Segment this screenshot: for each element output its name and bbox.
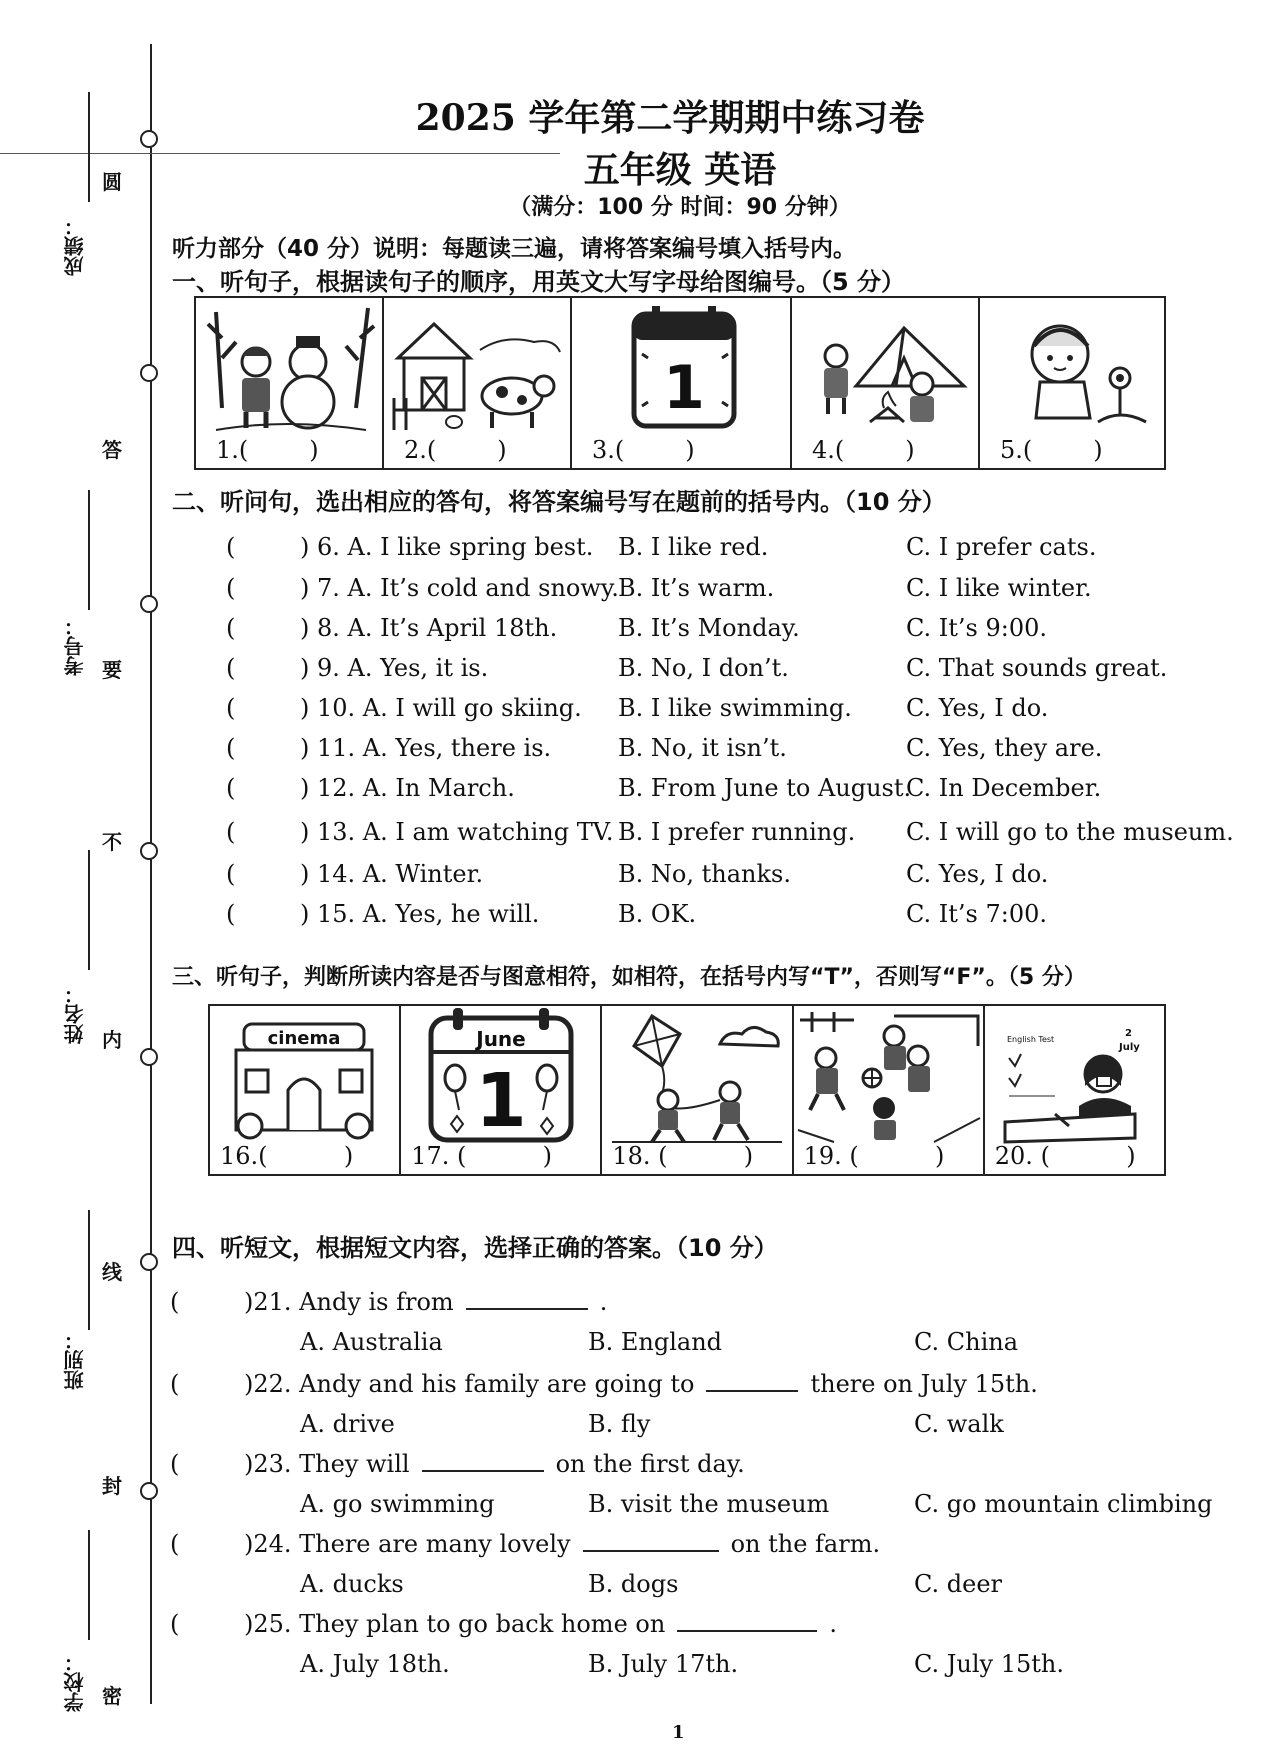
picture-number[interactable]: 18. ( ): [612, 1142, 754, 1170]
seal-char: 不: [102, 830, 122, 854]
binding-hole: [140, 595, 158, 613]
binding-hole: [140, 1253, 158, 1271]
name-label: 姓名：: [63, 984, 87, 1044]
question-text-end: on the farm.: [730, 1530, 881, 1558]
option-b: B. fly: [588, 1410, 651, 1438]
question-option-b: B. No, I don’t.: [618, 654, 789, 682]
cinema-sign: cinema: [267, 1028, 341, 1049]
option-b: B. dogs: [588, 1570, 679, 1598]
answer-blank[interactable]: [466, 1290, 588, 1310]
picture-cell: [384, 298, 572, 468]
question-option-c: C. Yes, they are.: [906, 734, 1103, 762]
exam-number-blank[interactable]: [88, 490, 90, 610]
school-label: 学校：: [63, 1652, 87, 1712]
picture-cell: [401, 1006, 602, 1174]
page-number: 1: [672, 1722, 685, 1743]
question-option-a: ) 15. A. Yes, he will.: [300, 900, 540, 928]
picture-number[interactable]: 20. ( ): [994, 1142, 1136, 1170]
answer-paren[interactable]: (: [226, 774, 236, 802]
option-c: C. walk: [914, 1410, 1004, 1438]
binding-line: [150, 44, 152, 1704]
question-stem: [244, 1450, 745, 1478]
question-option-b: B. It’s Monday.: [618, 614, 800, 642]
section3-picture-row: [208, 1004, 1166, 1176]
seal-char: 内: [102, 1028, 122, 1052]
question-option-c: C. That sounds great.: [906, 654, 1168, 682]
option-c: C. deer: [914, 1570, 1003, 1598]
question-option-c: C. It’s 7:00.: [906, 900, 1047, 928]
picture-number[interactable]: 5.( ): [1000, 436, 1103, 464]
option-b: B. England: [588, 1328, 723, 1356]
answer-paren[interactable]: (: [170, 1450, 180, 1478]
question-option-a: ) 10. A. I will go skiing.: [300, 694, 582, 722]
picture-cell: [572, 298, 792, 468]
answer-paren[interactable]: (: [226, 734, 236, 762]
section1-title: 一、听句子，根据读句子的顺序，用英文大写字母给图编号。（5 分）: [172, 268, 906, 296]
picture-cell: [196, 298, 384, 468]
picture-number[interactable]: 19. ( ): [803, 1142, 945, 1170]
question-text-end: .: [599, 1288, 608, 1316]
playing-basketball-icon: [794, 1006, 984, 1146]
question-text: )25. They plan to go back home on: [244, 1610, 666, 1638]
option-b: B. July 17th.: [588, 1650, 739, 1678]
picture-number[interactable]: 2.( ): [404, 436, 507, 464]
exam-info: （满分：100 分 时间：90 分钟）: [509, 195, 851, 220]
question-option-c: C. It’s 9:00.: [906, 614, 1047, 642]
question-option-b: B. I prefer running.: [618, 818, 856, 846]
question-stem: [244, 1288, 607, 1316]
question-text: )23. They will: [244, 1450, 410, 1478]
answer-paren[interactable]: (: [226, 533, 236, 561]
question-option-c: C. In December.: [906, 774, 1102, 802]
question-option-c: C. Yes, I do.: [906, 860, 1049, 888]
option-c: C. go mountain climbing: [914, 1490, 1213, 1518]
section2-title: 二、听问句，选出相应的答句，将答案编号写在题前的括号内。（10 分）: [172, 488, 946, 516]
calendar-month: June: [476, 1027, 526, 1051]
section1-picture-row: [194, 296, 1166, 470]
question-text: )24. There are many lovely: [244, 1530, 571, 1558]
class-blank[interactable]: [88, 1210, 90, 1330]
seal-char: 答: [102, 438, 122, 462]
picture-cell: [794, 1006, 985, 1174]
seal-char: 封: [102, 1474, 122, 1498]
answer-paren[interactable]: (: [170, 1288, 180, 1316]
question-option-b: B. I like swimming.: [618, 694, 852, 722]
exam-subtitle: 五年级 英语: [583, 149, 777, 191]
cinema-icon: [210, 1006, 400, 1146]
answer-blank[interactable]: [422, 1452, 544, 1472]
picture-cell: [602, 1006, 793, 1174]
seal-char: 密: [102, 1684, 122, 1708]
seal-char: 线: [102, 1260, 122, 1284]
question-option-a: ) 7. A. It’s cold and snowy.: [300, 574, 619, 602]
snowman-icon: [196, 298, 382, 438]
planting-flower-icon: [980, 298, 1162, 438]
date-number: 2: [1124, 1028, 1132, 1039]
answer-paren[interactable]: (: [170, 1530, 180, 1558]
question-option-b: B. OK.: [618, 900, 697, 928]
option-c: C. July 15th.: [914, 1650, 1064, 1678]
exam-number-label: 考号：: [63, 616, 87, 676]
question-text-end: on the first day.: [555, 1450, 745, 1478]
option-a: A. drive: [300, 1410, 395, 1438]
score-label: 成绩：: [63, 216, 87, 276]
question-option-a: ) 13. A. I am watching TV.: [300, 818, 614, 846]
calendar-icon: [572, 298, 790, 438]
answer-blank[interactable]: [677, 1612, 817, 1632]
option-c: C. China: [914, 1328, 1019, 1356]
question-option-a: ) 12. A. In March.: [300, 774, 515, 802]
picture-number[interactable]: 4.( ): [812, 436, 915, 464]
answer-paren[interactable]: (: [226, 900, 236, 928]
name-blank[interactable]: [88, 850, 90, 970]
question-option-a: ) 6. A. I like spring best.: [300, 533, 594, 561]
option-a: A. Australia: [300, 1328, 443, 1356]
listening-note: 听力部分（40 分）说明：每题读三遍，请将答案编号填入括号内。: [172, 236, 857, 262]
answer-blank[interactable]: [706, 1372, 798, 1392]
kite-flying-icon: [602, 1006, 792, 1146]
seal-char: 要: [102, 658, 122, 682]
question-text-end: there on July 15th.: [810, 1370, 1038, 1398]
question-option-a: ) 11. A. Yes, there is.: [300, 734, 552, 762]
answer-paren[interactable]: (: [170, 1610, 180, 1638]
picture-cell: [980, 298, 1164, 468]
teacher-marking-icon: [985, 1006, 1163, 1146]
question-option-a: ) 14. A. Winter.: [300, 860, 484, 888]
picture-number[interactable]: 16.( ): [220, 1142, 354, 1170]
question-text: )21. Andy is from: [244, 1288, 454, 1316]
option-b: B. visit the museum: [588, 1490, 830, 1518]
question-option-b: B. From June to August.: [618, 774, 912, 802]
question-option-b: B. No, it isn’t.: [618, 734, 787, 762]
question-stem: [244, 1530, 880, 1558]
answer-paren[interactable]: (: [226, 614, 236, 642]
binding-hole: [140, 1048, 158, 1066]
question-stem: [244, 1370, 1038, 1398]
option-a: A. go swimming: [300, 1490, 495, 1518]
picture-number[interactable]: 17. ( ): [411, 1142, 553, 1170]
test-paper-heading: English Test: [1006, 1035, 1054, 1044]
date-month: July: [1118, 1042, 1140, 1053]
section4-title: 四、听短文，根据短文内容，选择正确的答案。（10 分）: [172, 1234, 778, 1262]
binding-hole: [140, 364, 158, 382]
binding-hole: [140, 842, 158, 860]
question-option-b: B. It’s warm.: [618, 574, 775, 602]
question-option-b: B. I like red.: [618, 533, 769, 561]
option-a: A. July 18th.: [300, 1650, 450, 1678]
question-text-end: .: [829, 1610, 837, 1638]
question-stem: [244, 1610, 837, 1638]
section3-title: 三、听句子，判断所读内容是否与图意相符，如相符，在括号内写“T”，否则写“F”。（5 分）: [172, 965, 1086, 990]
answer-paren[interactable]: (: [226, 654, 236, 682]
answer-blank[interactable]: [583, 1532, 719, 1552]
class-label: 班别：: [63, 1330, 87, 1390]
calendar-day: 1: [663, 353, 705, 423]
answer-paren[interactable]: (: [226, 818, 236, 846]
question-option-a: ) 8. A. It’s April 18th.: [300, 614, 558, 642]
option-a: A. ducks: [300, 1570, 404, 1598]
answer-paren[interactable]: (: [226, 574, 236, 602]
picture-cell: [985, 1006, 1164, 1174]
answer-paren[interactable]: (: [170, 1370, 180, 1398]
question-option-a: ) 9. A. Yes, it is.: [300, 654, 489, 682]
answer-paren[interactable]: (: [226, 860, 236, 888]
answer-paren[interactable]: (: [226, 694, 236, 722]
picture-cell: [210, 1006, 401, 1174]
binding-hole: [140, 1482, 158, 1500]
question-option-c: C. I will go to the museum.: [906, 818, 1234, 846]
calendar-june-icon: [401, 1006, 601, 1146]
question-option-c: C. I prefer cats.: [906, 533, 1097, 561]
school-blank[interactable]: [88, 1530, 90, 1640]
picture-cell: [792, 298, 980, 468]
question-option-c: C. I like winter.: [906, 574, 1092, 602]
calendar-day: 1: [475, 1058, 527, 1144]
farm-icon: [384, 298, 570, 438]
exam-title: 2025 学年第二学期期中练习卷: [415, 97, 925, 139]
picture-number[interactable]: 1.( ): [216, 436, 319, 464]
picture-number[interactable]: 3.( ): [592, 436, 695, 464]
question-text: )22. Andy and his family are going to: [244, 1370, 695, 1398]
question-option-b: B. No, thanks.: [618, 860, 791, 888]
seal-char: 圆: [102, 170, 122, 194]
camping-icon: [792, 298, 978, 438]
question-option-c: C. Yes, I do.: [906, 694, 1049, 722]
